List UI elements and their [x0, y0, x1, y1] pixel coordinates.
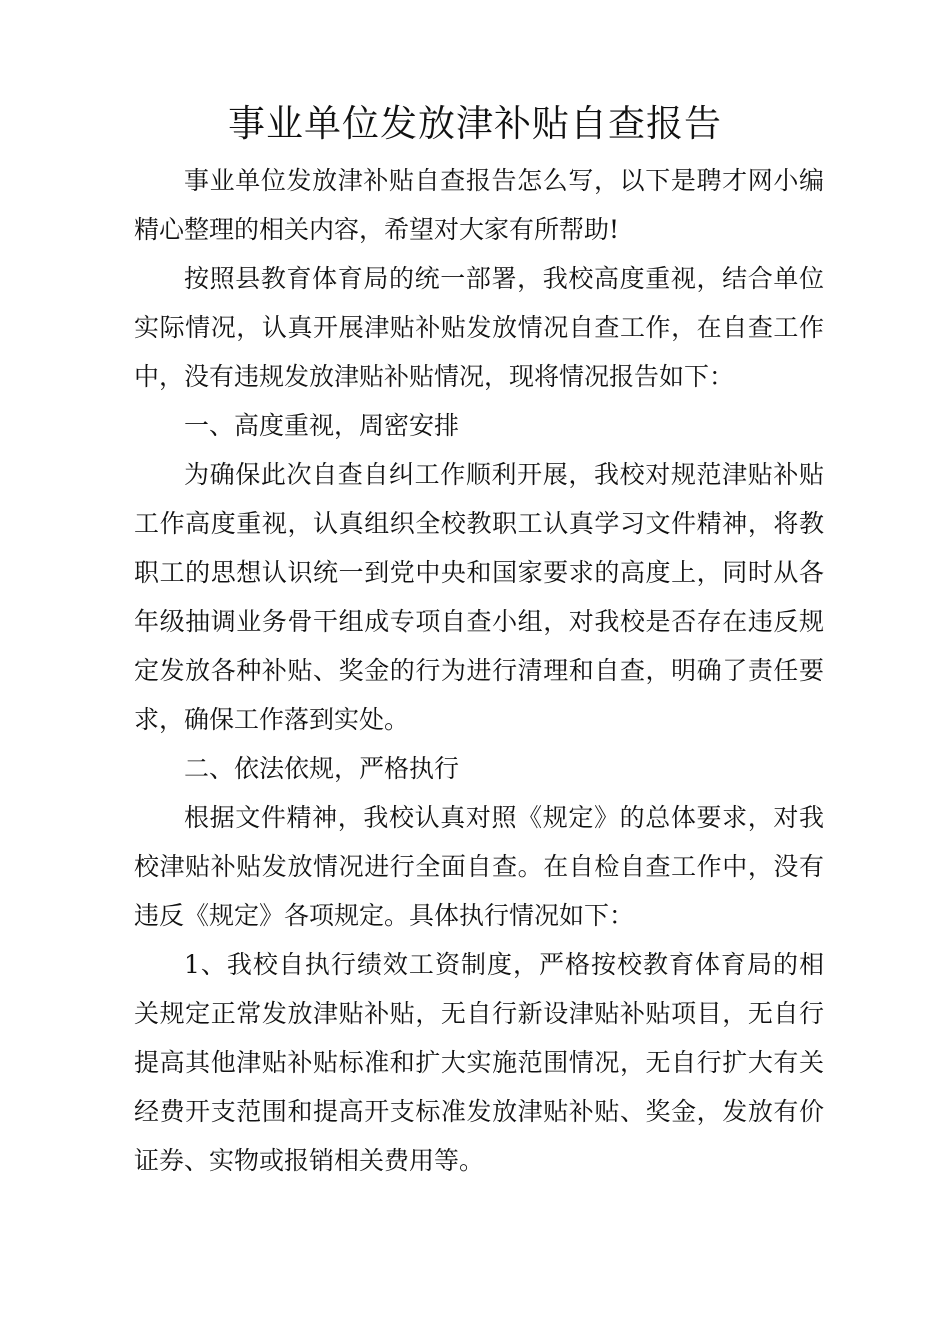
- paragraph-section-1: 为确保此次自查自纠工作顺利开展，我校对规范津贴补贴工作高度重视，认真组织全校教职工认真学习文件精神，将教职工的思想认识统一到党中央和国家要求的高度上，同时从各年级抽调业务骨干组成专项自查小组，对我校是否存在违反规定发放各种补贴、奖金的行为进行清理和自查，明确了责任要求，确保工作落到实处。: [134, 460, 824, 734]
- paragraph-overview: 按照县教育体育局的统一部署，我校高度重视，结合单位实际情况，认真开展津贴补贴发放情况自查工作，在自查工作中，没有违规发放津贴补贴情况，现将情况报告如下：: [134, 264, 824, 391]
- document-body: [134, 156, 824, 1185]
- paragraph-intro: 事业单位发放津补贴自查报告怎么写，以下是聘才网小编精心整理的相关内容，希望对大家有所帮助!: [134, 166, 824, 244]
- section-heading-1: 一、高度重视，周密安排: [184, 411, 460, 440]
- paragraph-item-1: 1、我校自执行绩效工资制度，严格按校教育体育局的相关规定正常发放津贴补贴，无自行新设津贴补贴项目，无自行提高其他津贴补贴标准和扩大实施范围情况，无自行扩大有关经费开支范围和提高开支标准发放津贴补贴、奖金，发放有价证券、实物或报销相关费用等。: [134, 950, 824, 1175]
- section-heading-2: 二、依法依规，严格执行: [184, 754, 460, 783]
- paragraph-section-2: 根据文件精神，我校认真对照《规定》的总体要求，对我校津贴补贴发放情况进行全面自查。在自检自查工作中，没有违反《规定》各项规定。具体执行情况如下：: [134, 803, 824, 930]
- document-title: 事业单位发放津补贴自查报告: [228, 102, 722, 145]
